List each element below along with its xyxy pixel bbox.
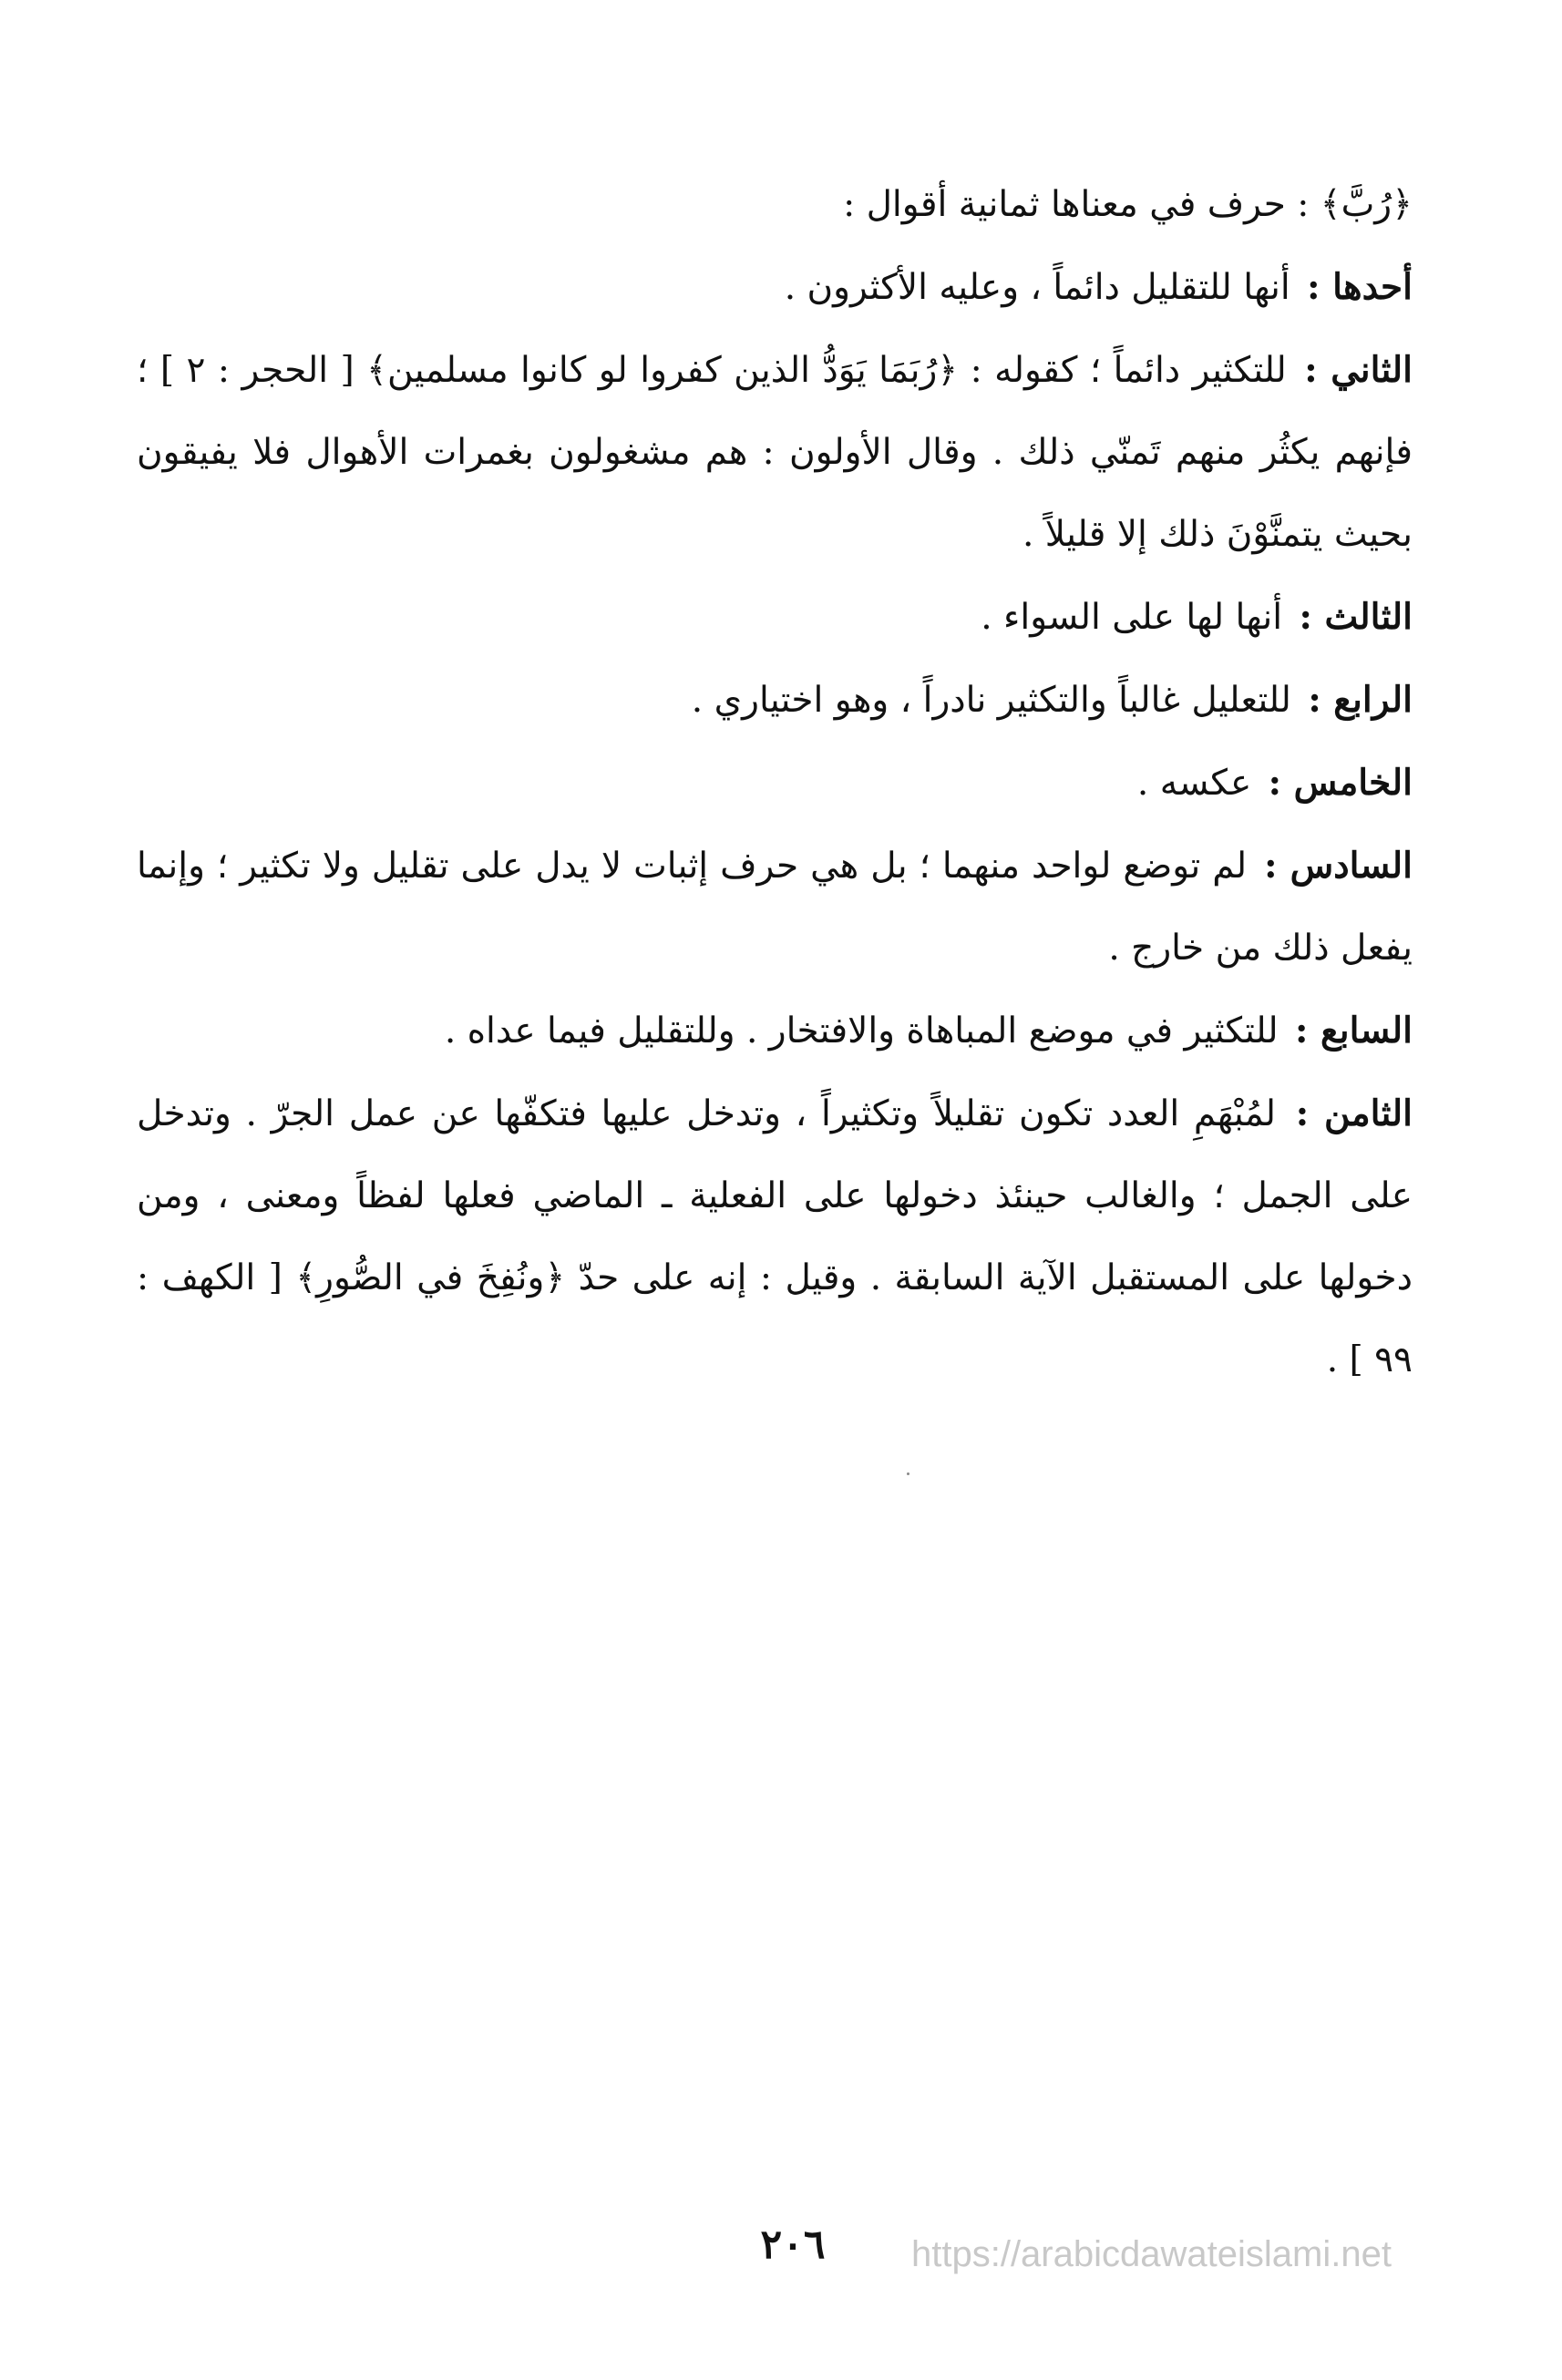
- paragraph-fifth: [137, 742, 1413, 825]
- paragraph-first: [137, 246, 1413, 329]
- paragraph-fourth: [137, 659, 1413, 742]
- stray-dot: [907, 1472, 909, 1475]
- paragraph-label: السابع :: [1295, 1010, 1413, 1052]
- page-body: [137, 164, 1413, 1401]
- paragraph-label: الثاني :: [1304, 349, 1413, 391]
- paragraph-third: [137, 576, 1413, 659]
- paragraph-text: ﴿رُبَّ﴾ : حرف في معناها ثمانية أقوال :: [843, 184, 1413, 225]
- paragraph-text: للتعليل غالباً والتكثير نادراً ، وهو اختياري .: [691, 680, 1291, 721]
- paragraph-seventh: [137, 990, 1413, 1072]
- paragraph-label: السادس :: [1264, 845, 1413, 887]
- paragraph-text: أنها للتقليل دائماً ، وعليه الأكثرون .: [784, 267, 1290, 308]
- page-number: ٢٠٦: [760, 2221, 826, 2268]
- paragraph-label: الرابع :: [1308, 679, 1413, 721]
- paragraph-text: أنها لها على السواء .: [981, 597, 1283, 638]
- watermark-url: https://arabicdawateislami.net: [911, 2234, 1392, 2274]
- paragraph-sixth: [137, 825, 1413, 990]
- paragraph-label: أحدها :: [1307, 266, 1413, 308]
- paragraph-text: للتكثير في موضع المباهاة والافتخار . وللتقليل فيما عداه .: [444, 1010, 1279, 1052]
- paragraph-second: [137, 329, 1413, 576]
- paragraph-label: الثالث :: [1299, 596, 1413, 638]
- paragraph-label: الثامن :: [1295, 1093, 1413, 1134]
- paragraph-text: للتكثير دائماً ؛ كقوله : ﴿رُبَمَا يَوَدُّ الذين كفروا لو كانوا مسلمين﴾ [ الحجر : ٢ ] ؛ فإنهم يكثُر منهم تَمنّي ذلك . وقال الأولون : هم مشغولون بغمرات الأهوال فلا يفيقون بحيث يتمنَّوْنَ ذلك إلا قليلاً .: [137, 350, 1413, 555]
- paragraph-eighth: [137, 1072, 1413, 1401]
- paragraph-text: عكسه .: [1136, 763, 1252, 804]
- paragraph-intro: [137, 164, 1413, 246]
- paragraph-text: لمُبْهَمِ العدد تكون تقليلاً وتكثيراً ، وتدخل عليها فتكفّها عن عمل الجرّ . وتدخل على الجمل ؛ والغالب حينئذ دخولها على الفعلية ـ الماضي فعلها لفظاً ومعنى ، ومن دخولها على المستقبل الآية السابقة . وقيل : إنه على حدّ ﴿ونُفِخَ في الصُّورِ﴾ [ الكهف : ٩٩ ] .: [137, 1093, 1413, 1380]
- paragraph-label: الخامس :: [1268, 762, 1413, 804]
- paragraph-text: لم توضع لواحد منهما ؛ بل هي حرف إثبات لا يدل على تقليل ولا تكثير ؛ وإنما يفعل ذلك من خارج .: [137, 846, 1413, 969]
